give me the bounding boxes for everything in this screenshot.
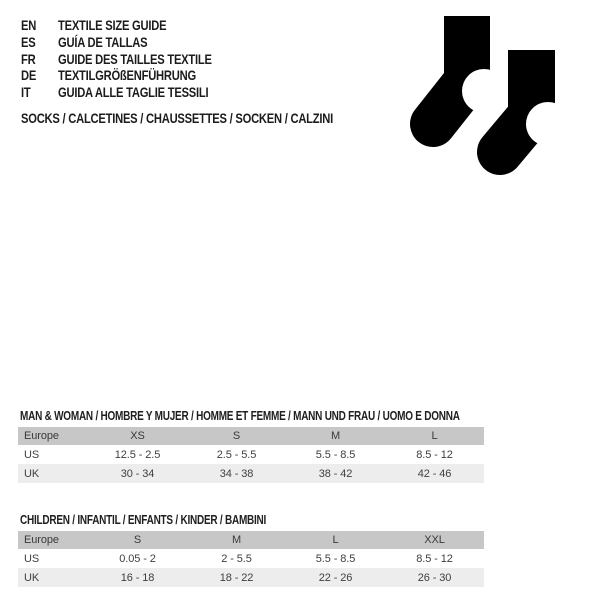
- size-value-cell: 30 - 34: [120, 467, 155, 480]
- children-table-title: CHILDREN / INFANTIL / ENFANTS / KINDER / BAMBINI: [20, 513, 267, 527]
- region-cell: UK: [24, 467, 40, 480]
- column-header-region: Europe: [24, 534, 59, 546]
- size-value-cell: 5.5 - 8.5: [315, 448, 356, 461]
- category-title: SOCKS / CALCETINES / CHAUSSETTES / SOCKEN / CALZINI: [21, 110, 333, 126]
- column-header-region: Europe: [24, 430, 59, 442]
- region-cell: US: [24, 552, 40, 565]
- size-value-cell: 18 - 22: [219, 571, 254, 584]
- language-label: TEXTILGRÖßENFÜHRUNG: [58, 67, 196, 84]
- size-value-cell: 0.05 - 2: [119, 552, 156, 565]
- adults-header-row: [18, 427, 484, 445]
- language-row: [21, 17, 250, 34]
- adults-size-table: [18, 427, 484, 483]
- column-header-size: L: [431, 430, 438, 442]
- table-row-us: [18, 549, 484, 568]
- language-list: [21, 17, 250, 101]
- language-code: IT: [21, 84, 31, 100]
- column-header-size: L: [332, 534, 339, 546]
- sock-left-icon: [433, 16, 506, 124]
- size-value-cell: 2.5 - 5.5: [216, 448, 257, 461]
- language-row: [21, 67, 250, 84]
- adults-table-title: MAN & WOMAN / HOMBRE Y MUJER / HOMME ET FEMME / MANN UND FRAU / UOMO E DONNA: [20, 409, 460, 423]
- column-header-size: M: [231, 534, 242, 546]
- size-value-cell: 8.5 - 12: [416, 552, 453, 565]
- language-label: GUIDE DES TAILLES TEXTILE: [58, 50, 212, 67]
- language-code: EN: [21, 17, 37, 33]
- size-value-cell: 16 - 18: [120, 571, 155, 584]
- language-label: TEXTILE SIZE GUIDE: [58, 17, 167, 33]
- language-row: [21, 84, 250, 101]
- children-size-table: [18, 531, 484, 587]
- socks-icon: [400, 0, 600, 200]
- language-code: DE: [21, 67, 37, 84]
- language-label: GUIDA ALLE TAGLIE TESSILI: [58, 84, 209, 100]
- size-value-cell: 12.5 - 2.5: [114, 448, 161, 461]
- language-row: [21, 51, 250, 68]
- language-label: GUÍA DE TALLAS: [58, 33, 148, 50]
- column-header-size: S: [133, 534, 142, 546]
- table-row-uk: [18, 464, 484, 483]
- size-value-cell: 22 - 26: [318, 571, 353, 584]
- language-row: [21, 34, 250, 51]
- size-value-cell: 34 - 38: [219, 467, 254, 480]
- language-code: FR: [21, 50, 36, 67]
- table-row-uk: [18, 568, 484, 587]
- language-code: ES: [21, 33, 36, 50]
- column-header-size: S: [232, 430, 241, 442]
- size-value-cell: 38 - 42: [318, 467, 353, 480]
- size-value-cell: 2 - 5.5: [221, 552, 252, 565]
- region-cell: UK: [24, 571, 40, 584]
- size-value-cell: 5.5 - 8.5: [315, 552, 356, 565]
- region-cell: US: [24, 448, 40, 461]
- size-value-cell: 42 - 46: [417, 467, 452, 480]
- column-header-size: M: [330, 430, 341, 442]
- size-value-cell: 26 - 30: [417, 571, 452, 584]
- children-header-row: [18, 531, 484, 549]
- column-header-size: XXL: [424, 534, 445, 546]
- size-value-cell: 8.5 - 12: [416, 448, 453, 461]
- column-header-size: XS: [130, 430, 145, 442]
- table-row-us: [18, 445, 484, 464]
- sock-right-icon: [500, 50, 570, 152]
